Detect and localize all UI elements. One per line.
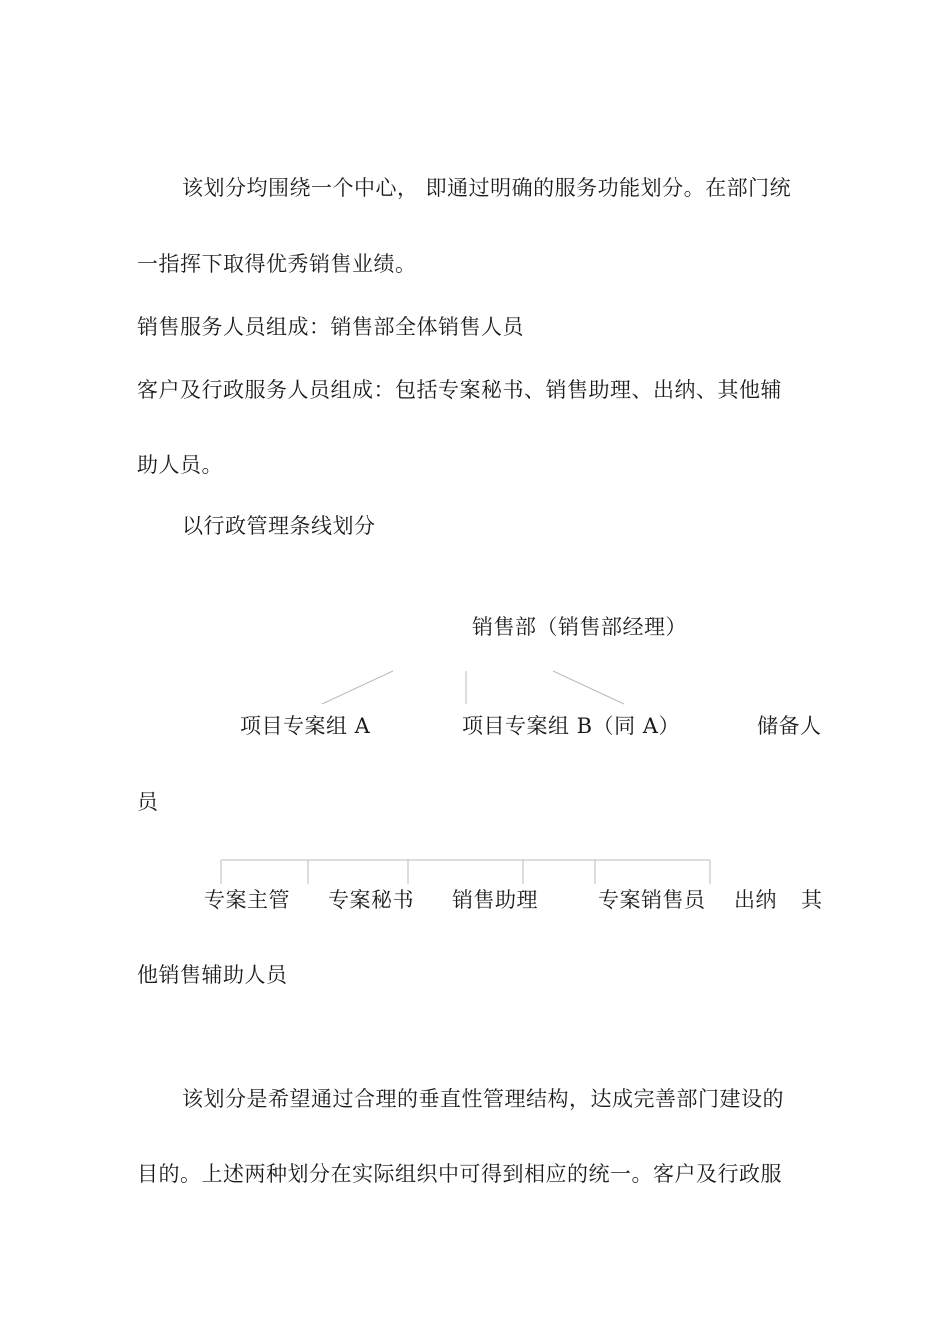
admin-staff-line-1: 客户及行政服务人员组成：包括专案秘书、销售助理、出纳、其他辅: [137, 378, 782, 402]
org-node-reserve-part-1: 储备人: [757, 714, 822, 738]
org-node-sales: 专案销售员: [598, 888, 706, 912]
org-node-assistant: 销售助理: [452, 888, 538, 912]
paragraph-1-line-2: 一指挥下取得优秀销售业绩。: [137, 252, 417, 276]
org-node-manager: 专案主管: [204, 888, 290, 912]
org-root-node: 销售部（销售部经理）: [472, 615, 687, 639]
org-node-other-part-2: 他销售辅助人员: [137, 963, 288, 987]
paragraph-1-line-1: 该划分均围绕一个中心， 即通过明确的服务功能划分。在部门统: [182, 176, 792, 200]
org-node-group-a: 项目专案组 A: [240, 714, 371, 738]
connector-to-reserve: [553, 671, 624, 704]
org-node-cashier: 出纳: [734, 888, 777, 912]
org-node-other-part-1: 其: [801, 888, 823, 912]
paragraph-2-line-1: 该划分是希望通过合理的垂直性管理结构，达成完善部门建设的: [182, 1087, 784, 1111]
org-node-reserve-part-2: 员: [137, 790, 159, 814]
connector-to-group-a: [322, 671, 393, 704]
org-node-group-b: 项目专案组 B（同 A）: [462, 714, 680, 738]
paragraph-2-line-2: 目的。上述两种划分在实际组织中可得到相应的统一。客户及行政服: [137, 1162, 782, 1186]
section-heading: 以行政管理条线划分: [182, 514, 376, 538]
sales-staff-line: 销售服务人员组成：销售部全体销售人员: [137, 315, 524, 339]
org-node-secretary: 专案秘书: [328, 888, 414, 912]
admin-staff-line-2: 助人员。: [137, 453, 223, 477]
